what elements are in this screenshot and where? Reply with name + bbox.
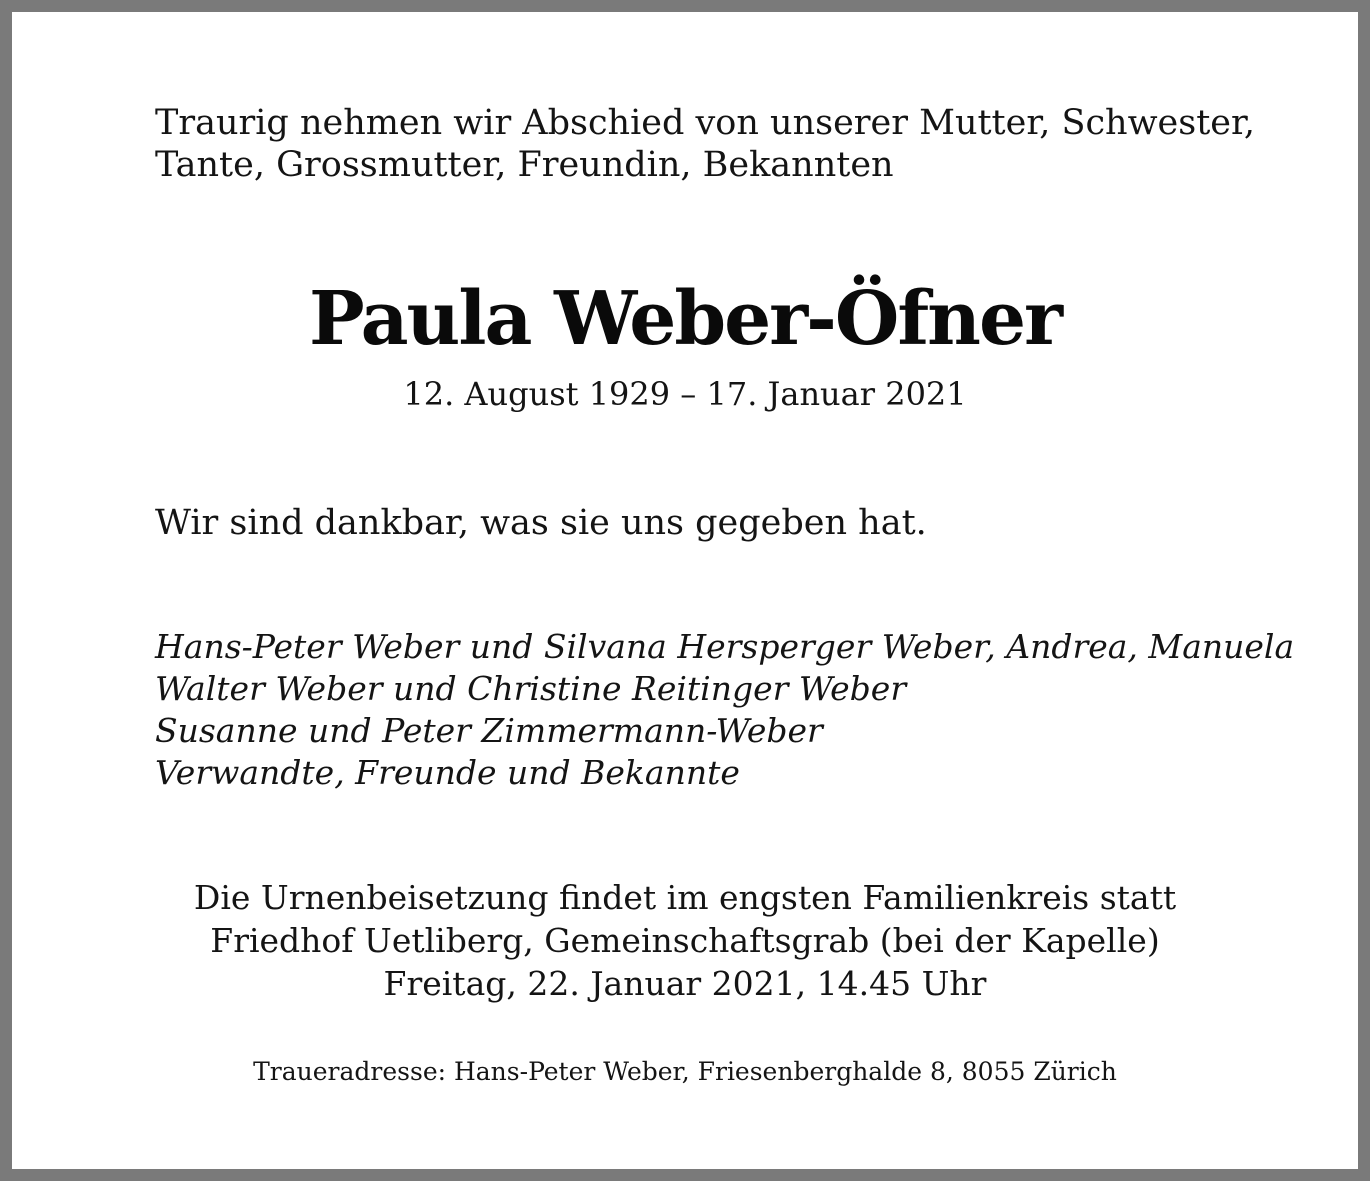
mourning-address: Traueradresse: Hans-Peter Weber, Friesenberghalde 8, 8055 Zürich (253, 1057, 1117, 1086)
mourner-line: Verwandte, Freunde und Bekannte (155, 753, 740, 792)
service-line: Die Urnenbeisetzung findet im engsten Familienkreis statt (193, 878, 1177, 917)
service-info (12, 876, 1358, 1005)
mourner-line: Walter Weber und Christine Reitinger Weber (155, 669, 907, 708)
gratitude-text: Wir sind dankbar, was sie uns gegeben hat. (155, 503, 927, 543)
intro-line: Traurig nehmen wir Abschied von unserer Mutter, Schwester, (155, 103, 1256, 143)
mourner-line: Susanne und Peter Zimmermann-Weber (155, 711, 823, 750)
service-location: Friedhof Uetliberg, Gemeinschaftsgrab (bei der Kapelle) (210, 921, 1160, 960)
life-dates: 12. August 1929 – 17. Januar 2021 (403, 375, 967, 413)
service-datetime: Freitag, 22. Januar 2021, 14.45 Uhr (383, 964, 987, 1003)
intro-text (155, 102, 1256, 186)
mourner-line: Hans-Peter Weber und Silvana Hersperger Weber, Andrea, Manuela (155, 627, 1295, 666)
deceased-name: Paula Weber-Öfner (308, 276, 1062, 362)
mourners-list (155, 626, 1294, 794)
intro-line: Tante, Grossmutter, Freundin, Bekannten (155, 145, 894, 185)
